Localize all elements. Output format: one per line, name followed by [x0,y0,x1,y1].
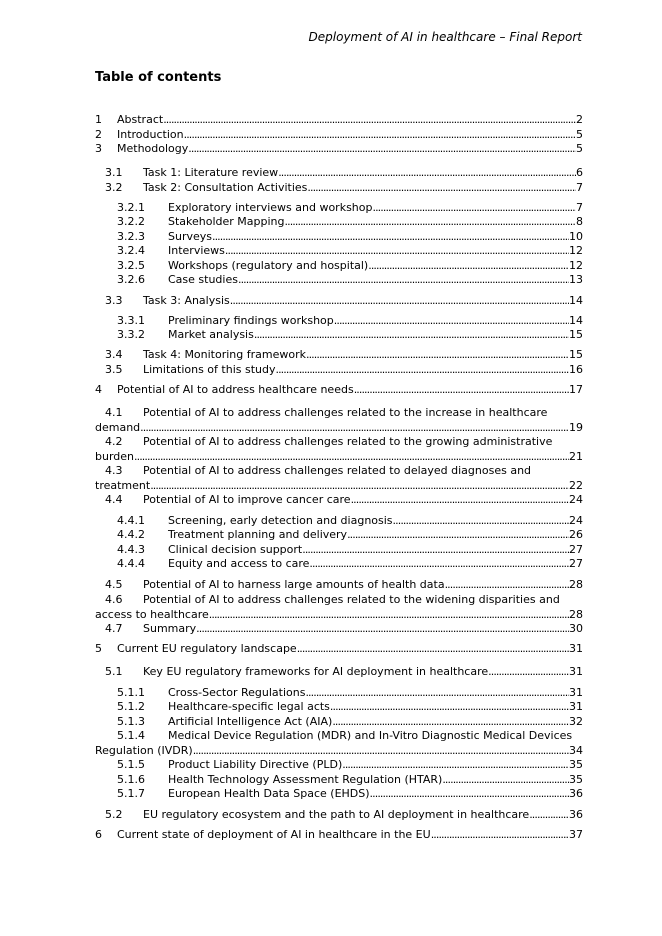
toc-entry[interactable] [95,113,583,128]
toc-entry-title: Preliminary findings workshop [168,314,334,327]
toc-entry-page: 35 [569,758,583,771]
toc-entry-number: 5.1 [105,665,123,678]
toc-entry[interactable] [105,578,583,593]
toc-entry-page: 35 [569,773,583,786]
toc-entry[interactable] [117,259,583,274]
toc-dot-leader [332,715,569,730]
toc-entry[interactable] [117,758,583,773]
toc-entry[interactable] [95,383,583,398]
toc-entry-number: 5.1.6 [117,773,145,786]
toc-entry-title: Clinical decision support [168,543,303,556]
toc-entry-number: 5.1.4 [117,729,145,742]
toc-entry-number: 6 [95,828,102,841]
toc-entry-number: 5.2 [105,808,123,821]
toc-entry-title: Surveys [168,230,212,243]
toc-entry[interactable] [95,464,583,493]
toc-entry-number: 4.7 [105,622,123,635]
toc-entry-title: Current state of deployment of AI in healthcare in the EU [117,828,431,841]
toc-entry-number: 5.1.3 [117,715,145,728]
toc-entry-page: 14 [569,314,583,327]
toc-entry[interactable] [117,773,583,788]
toc-entry-page: 17 [569,383,583,396]
toc-entry-title: EU regulatory ecosystem and the path to AI deployment in healthcare [143,808,530,821]
toc-entry[interactable] [95,406,583,435]
toc-entry[interactable] [117,201,583,216]
toc-entry[interactable] [117,215,583,230]
toc-entry-page: 5 [576,142,583,155]
toc-entry-page: 10 [569,230,583,243]
toc-entry-number: 5.1.5 [117,758,145,771]
toc-dot-leader [442,773,569,788]
toc-entry-number: 5.1.2 [117,700,145,713]
toc-entry-title: Healthcare-specific legal acts [168,700,330,713]
toc-dot-leader [529,808,569,823]
toc-entry-page: 12 [569,244,583,257]
toc-entry-title: Introduction [117,128,184,141]
toc-entry-title: Medical Device Regulation (MDR) and In-Vitro Diagnostic Medical Devices [168,729,573,742]
toc-dot-leader [163,113,576,128]
toc-entry-title: Limitations of this study [143,363,276,376]
toc-entry-page: 31 [569,700,583,713]
toc-entry-title: Exploratory interviews and workshop [168,201,373,214]
toc-entry-number: 4.4.2 [117,528,145,541]
toc-entry-page: 37 [569,828,583,841]
toc-entry-page: 31 [569,665,583,678]
toc-dot-leader [342,758,569,773]
toc-dot-leader [445,578,569,593]
toc-entry-title: Interviews [168,244,225,257]
toc-entry-title: Cross-Sector Regulations [168,686,306,699]
toc-dot-leader [193,744,569,759]
toc-dot-leader [368,259,569,274]
toc-entry-title: European Health Data Space (EHDS) [168,787,370,800]
toc-entry-title: Stakeholder Mapping [168,215,285,228]
toc-entry[interactable] [105,348,583,363]
toc-entry-number: 2 [95,128,102,141]
toc-entry-title: Potential of AI to harness large amounts of health data [143,578,445,591]
toc-entry-page: 31 [569,686,583,699]
toc-entry-page: 24 [569,493,583,506]
toc-entry-title: Equity and access to care [168,557,310,570]
toc-entry-page: 2 [576,113,583,126]
toc-dot-leader [488,665,569,680]
toc-entry-number: 1 [95,113,102,126]
toc-entry-page: 30 [569,622,583,635]
toc-dot-leader [334,314,569,329]
table-of-contents [95,0,583,936]
toc-entry-page: 24 [569,514,583,527]
toc-entry-number: 4.1 [105,406,123,419]
toc-dot-leader [309,557,569,572]
toc-entry-number: 4.4 [105,493,123,506]
toc-entry-title: Task 1: Literature review [143,166,279,179]
toc-dot-leader [212,230,569,245]
toc-entry-page: 22 [569,478,583,492]
toc-entry-title: Potential of AI to address healthcare needs [117,383,354,396]
toc-entry-page: 15 [569,348,583,361]
toc-entry-page: 6 [576,166,583,179]
toc-entry-number: 4.6 [105,593,123,606]
toc-entry-number: 5.1.1 [117,686,145,699]
toc-entry-title-continuation: demand [95,420,141,434]
toc-entry[interactable] [117,314,583,329]
running-header: Deployment of AI in healthcare – Final Report [308,30,582,44]
toc-dot-leader [196,622,569,637]
toc-entry-page: 7 [576,201,583,214]
toc-dot-leader [285,215,576,230]
toc-dot-leader [150,479,569,494]
toc-entry-title: Artificial Intelligence Act (AIA) [168,715,333,728]
toc-dot-leader [134,450,569,465]
toc-entry-number: 4.5 [105,578,123,591]
toc-dot-leader [209,608,569,623]
toc-entry-page: 5 [576,128,583,141]
toc-entry[interactable] [105,665,583,680]
toc-dot-leader [238,273,569,288]
toc-entry-title: Case studies [168,273,238,286]
toc-dot-leader [297,642,569,657]
toc-entry-page: 12 [569,259,583,272]
toc-entry-number: 3.1 [105,166,123,179]
toc-heading: Table of contents [95,70,222,85]
toc-entry-page: 7 [576,181,583,194]
toc-entry[interactable] [95,142,583,157]
toc-entry[interactable] [105,622,583,637]
toc-entry-page: 27 [569,543,583,556]
toc-entry-number: 4.3 [105,464,123,477]
toc-entry-number: 4 [95,383,102,396]
toc-dot-leader [278,166,576,181]
toc-dot-leader [275,363,569,378]
toc-dot-leader [372,201,576,216]
toc-entry-title: Treatment planning and delivery [168,528,348,541]
toc-entry-number: 3.2.1 [117,201,145,214]
toc-entry[interactable] [95,642,583,657]
toc-entry[interactable] [117,787,583,802]
toc-dot-leader [302,543,569,558]
toc-entry-page: 21 [569,449,583,463]
toc-entry-page: 32 [569,715,583,728]
toc-entry-title: Key EU regulatory frameworks for AI deployment in healthcare [143,665,489,678]
toc-entry[interactable] [105,181,583,196]
toc-dot-leader [188,142,576,157]
toc-entry-title: Methodology [117,142,189,155]
toc-entry-title-continuation: access to healthcare [95,607,209,621]
toc-entry-number: 3.2.3 [117,230,145,243]
toc-entry-number: 3.2 [105,181,123,194]
toc-entry[interactable] [117,244,583,259]
toc-entry[interactable] [105,363,583,378]
toc-entry-number: 3.2.2 [117,215,145,228]
toc-dot-leader [370,787,569,802]
toc-dot-leader [254,328,569,343]
toc-dot-leader [354,383,569,398]
toc-entry-number: 3.4 [105,348,123,361]
toc-entry-page: 27 [569,557,583,570]
toc-dot-leader [230,294,569,309]
toc-entry[interactable] [117,686,583,701]
toc-entry-title: Workshops (regulatory and hospital) [168,259,369,272]
toc-entry[interactable] [117,543,583,558]
toc-entry[interactable] [117,557,583,572]
toc-entry-page: 14 [569,294,583,307]
toc-entry-number: 5.1.7 [117,787,145,800]
toc-entry-number: 4.2 [105,435,123,448]
toc-dot-leader [225,244,569,259]
toc-entry-page: 28 [569,607,583,621]
toc-entry-number: 5 [95,642,102,655]
toc-entry-title: Product Liability Directive (PLD) [168,758,343,771]
toc-entry-title: Current EU regulatory landscape [117,642,297,655]
toc-entry-title-continuation: Regulation (IVDR) [95,743,193,757]
toc-entry-title-continuation: treatment [95,478,151,492]
toc-dot-leader [330,700,569,715]
toc-entry-page: 19 [569,420,583,434]
toc-dot-leader [431,828,569,843]
toc-entry-title: Task 4: Monitoring framework [143,348,306,361]
toc-entry-number: 4.4.1 [117,514,145,527]
toc-entry[interactable] [105,294,583,309]
toc-entry[interactable] [105,166,583,181]
toc-entry[interactable] [117,230,583,245]
toc-entry-title: Potential of AI to address challenges related to the increase in healthcare [143,406,548,419]
toc-entry-title: Summary [143,622,197,635]
toc-dot-leader [307,181,576,196]
toc-entry-number: 3.2.6 [117,273,145,286]
toc-entry[interactable] [117,273,583,288]
toc-entry-title: Task 2: Consultation Activities [143,181,308,194]
toc-entry-title: Potential of AI to address challenges related to delayed diagnoses and [143,464,532,477]
toc-entry-page: 8 [576,215,583,228]
toc-entry-page: 13 [569,273,583,286]
toc-entry-number: 3.5 [105,363,123,376]
toc-entry-page: 28 [569,578,583,591]
toc-entry-number: 3.3.1 [117,314,145,327]
toc-entry[interactable] [95,435,583,464]
toc-entry-page: 36 [569,808,583,821]
toc-dot-leader [305,686,569,701]
toc-entry[interactable] [117,700,583,715]
toc-entry-title: Health Technology Assessment Regulation (HTAR) [168,773,443,786]
toc-entry[interactable] [105,493,583,508]
toc-entry-title: Abstract [117,113,164,126]
toc-entry-title: Potential of AI to address challenges related to the growing administrative [143,435,553,448]
toc-entry[interactable] [117,328,583,343]
toc-entry-number: 4.4.3 [117,543,145,556]
toc-dot-leader [184,128,576,143]
toc-entry[interactable] [95,593,583,622]
toc-entry-number: 3.3 [105,294,123,307]
toc-entry-number: 3.2.5 [117,259,145,272]
toc-dot-leader [140,421,569,436]
toc-entry-title: Potential of AI to improve cancer care [143,493,351,506]
toc-dot-leader [393,514,569,529]
toc-entry-title-continuation: burden [95,449,135,463]
toc-entry-title: Screening, early detection and diagnosis [168,514,393,527]
toc-entry-page: 16 [569,363,583,376]
toc-entry-title: Market analysis [168,328,254,341]
toc-entry-number: 3.2.4 [117,244,145,257]
toc-entry-title: Potential of AI to address challenges related to the widening disparities and [143,593,560,606]
toc-entry-page: 34 [569,743,583,757]
toc-entry[interactable] [117,715,583,730]
toc-entry-page: 36 [569,787,583,800]
toc-entry-title: Task 3: Analysis [143,294,230,307]
toc-entry-page: 26 [569,528,583,541]
toc-entry[interactable] [95,128,583,143]
toc-entry[interactable] [117,528,583,543]
toc-dot-leader [351,493,569,508]
toc-entry-number: 4.4.4 [117,557,145,570]
toc-dot-leader [347,528,569,543]
toc-entry-page: 31 [569,642,583,655]
toc-entry[interactable] [95,729,583,758]
toc-entry[interactable] [117,514,583,529]
toc-entry-page: 15 [569,328,583,341]
toc-entry[interactable] [95,828,583,843]
toc-dot-leader [306,348,569,363]
toc-entry-number: 3 [95,142,102,155]
toc-entry[interactable] [105,808,583,823]
toc-entry-number: 3.3.2 [117,328,145,341]
